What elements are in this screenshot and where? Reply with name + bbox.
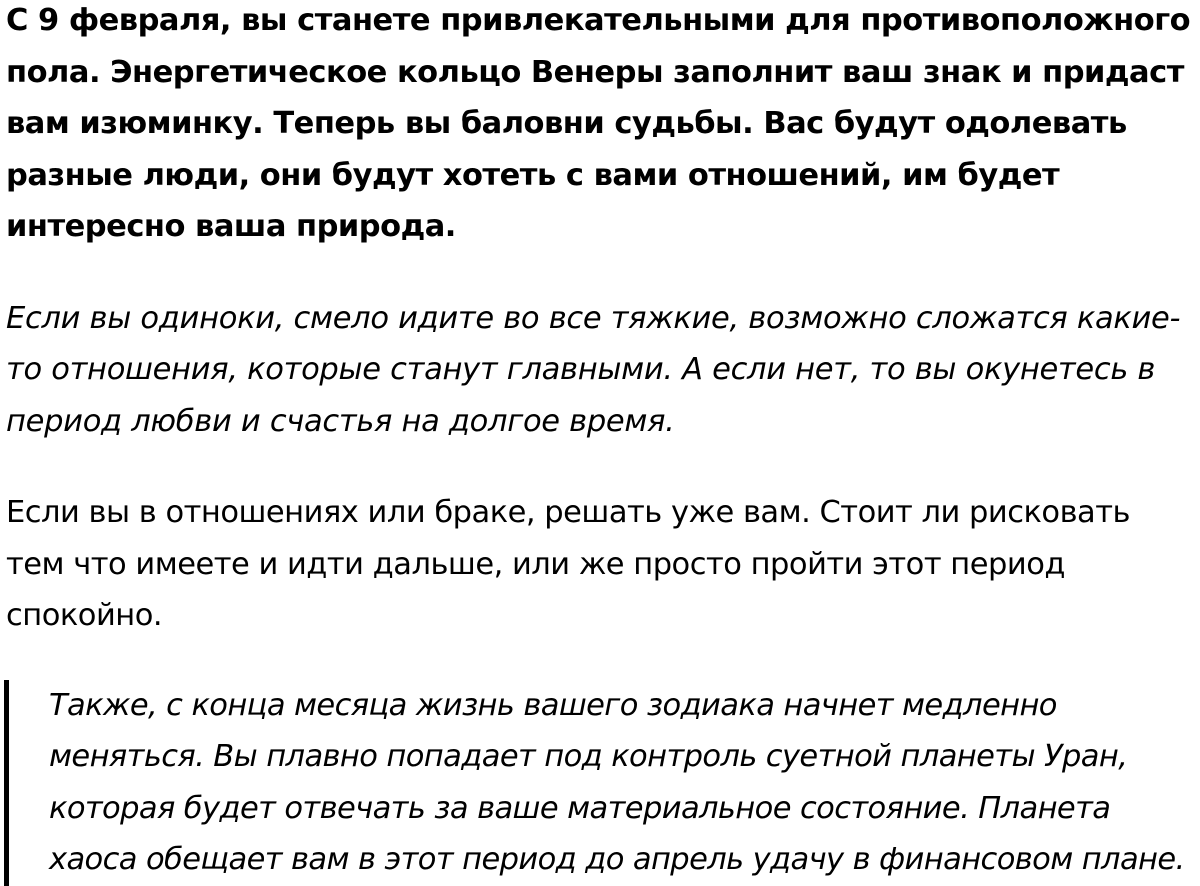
- paragraph-italic: Если вы одиноки, смело идите во все тяжкие, возможно сложатся какие-то отношения, которые станут главными. А если нет, то вы окунетесь в период любви и счастья на долгое время.: [6, 300, 1181, 439]
- blockquote-text: Также, с конца месяца жизнь вашего зодиака начнет медленно меняться. Вы плавно попадает под контроль суетной планеты Уран, которая будет отвечать за ваше материальное состояние. Планета хаоса обещает вам в этот период до апрель удачу в финансовом плане.: [49, 687, 1185, 877]
- paragraph-regular: Если вы в отношениях или браке, решать уже вам. Стоит ли рисковать тем что имеете и идти дальше, или же просто пройти этот период спокойно.: [6, 495, 1130, 633]
- blockquote: [4, 680, 1194, 886]
- paragraph-bold: С 9 февраля, вы станете привлекательными для противоположного пола. Энергетическое кольцо Венеры заполнит ваш знак и придаст вам изюминку. Теперь вы баловни судьбы. Вас будут одолевать разные люди, они будут хотеть с вами отношений, им будет интересно ваша природа.: [6, 3, 1191, 244]
- article-body: [6, 0, 1194, 886]
